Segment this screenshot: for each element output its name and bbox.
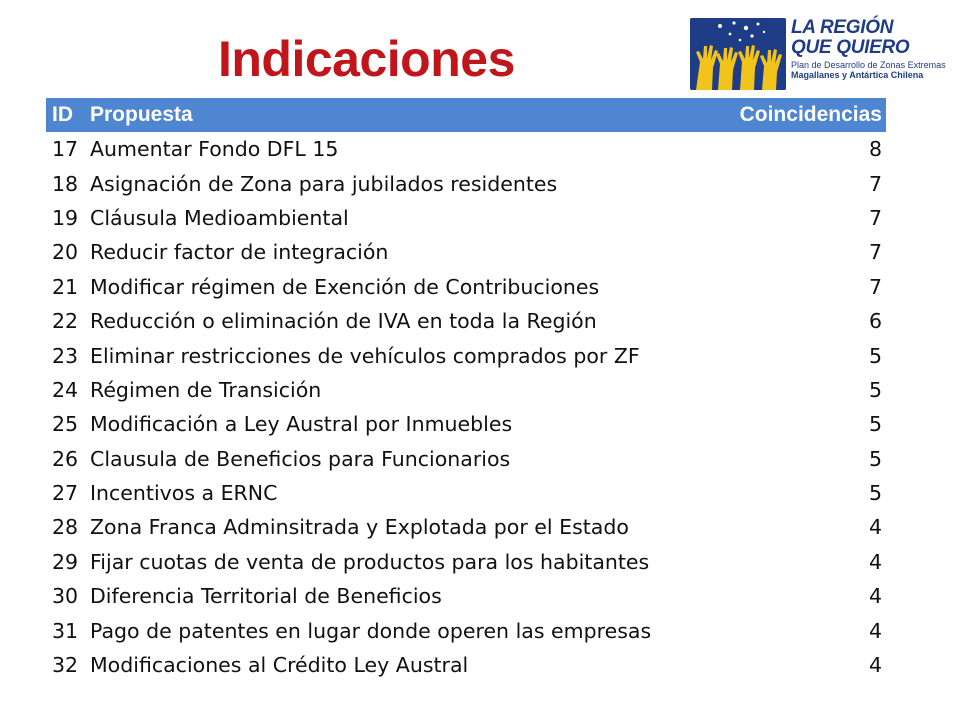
row-propuesta: Zona Franca Adminsitrada y Explotada por el Estado — [90, 515, 629, 540]
row-propuesta: Modificaciones al Crédito Ley Austral — [90, 653, 469, 678]
table-row — [46, 201, 886, 235]
row-id: 25 — [52, 412, 79, 437]
table-row — [46, 132, 886, 166]
table-row — [46, 270, 886, 304]
table-row — [46, 613, 886, 647]
row-id: 18 — [52, 171, 79, 196]
row-propuesta: Diferencia Territorial de Beneficios — [90, 584, 442, 609]
logo — [690, 17, 946, 92]
row-coincidencias: 7 — [868, 274, 882, 299]
header-coincidencias: Coincidencias — [719, 98, 886, 132]
row-coincidencias: 5 — [868, 481, 882, 506]
row-propuesta: Modificar régimen de Exención de Contribuciones — [90, 274, 600, 299]
header-id: ID — [46, 98, 86, 132]
row-coincidencias: 8 — [868, 137, 882, 162]
table-row — [46, 579, 886, 613]
row-id: 23 — [52, 343, 79, 368]
row-id: 21 — [52, 274, 79, 299]
table-row — [46, 407, 886, 441]
row-id: 27 — [52, 481, 79, 506]
row-propuesta: Fijar cuotas de venta de productos para los habitantes — [90, 549, 650, 574]
row-coincidencias: 6 — [868, 309, 882, 334]
row-coincidencias: 7 — [868, 205, 882, 230]
row-propuesta: Pago de patentes en lugar donde operen las empresas — [90, 618, 652, 643]
row-propuesta: Modificación a Ley Austral por Inmuebles — [90, 412, 513, 437]
table-row — [46, 338, 886, 372]
row-id: 20 — [52, 240, 79, 265]
logo-line-3: Plan de Desarrollo de Zonas Extremas — [791, 60, 946, 70]
row-propuesta: Eliminar restricciones de vehículos comprados por ZF — [90, 343, 640, 368]
row-propuesta: Incentivos a ERNC — [90, 481, 278, 506]
row-coincidencias: 4 — [868, 653, 882, 678]
row-propuesta: Régimen de Transición — [90, 377, 322, 402]
row-coincidencias: 4 — [868, 618, 882, 643]
row-propuesta: Asignación de Zona para jubilados residentes — [90, 171, 558, 196]
row-id: 17 — [52, 137, 79, 162]
row-coincidencias: 5 — [868, 412, 882, 437]
row-coincidencias: 4 — [868, 584, 882, 609]
row-coincidencias: 7 — [868, 171, 882, 196]
row-propuesta: Reducir factor de integración — [90, 240, 389, 265]
header-propuesta: Propuesta — [86, 98, 719, 132]
row-coincidencias: 4 — [868, 549, 882, 574]
row-coincidencias: 7 — [868, 240, 882, 265]
row-coincidencias: 5 — [868, 446, 882, 471]
logo-line-4: Magallanes y Antártica Chilena — [791, 70, 924, 80]
logo-line-1: LA REGIÓN — [791, 17, 894, 38]
table-body — [46, 132, 886, 682]
row-id: 22 — [52, 309, 79, 334]
row-propuesta: Cláusula Medioambiental — [90, 205, 349, 230]
hands-stars-logo-icon — [690, 18, 786, 90]
row-coincidencias: 4 — [868, 515, 882, 540]
table-row — [46, 166, 886, 200]
table-row — [46, 510, 886, 544]
table-row — [46, 648, 886, 682]
row-id: 26 — [52, 446, 79, 471]
table-row — [46, 235, 886, 269]
row-propuesta: Aumentar Fondo DFL 15 — [90, 137, 339, 162]
row-id: 30 — [52, 584, 79, 609]
table-row — [46, 476, 886, 510]
row-propuesta: Clausula de Beneficios para Funcionarios — [90, 446, 511, 471]
logo-line-2: QUE QUIERO — [791, 37, 910, 58]
row-id: 24 — [52, 377, 79, 402]
table-row — [46, 442, 886, 476]
row-id: 28 — [52, 515, 79, 540]
row-coincidencias: 5 — [868, 343, 882, 368]
table-row — [46, 304, 886, 338]
proposals-table — [46, 98, 886, 682]
row-id: 29 — [52, 549, 79, 574]
table-row — [46, 373, 886, 407]
row-coincidencias: 5 — [868, 377, 882, 402]
row-id: 32 — [52, 653, 79, 678]
table-header-row — [46, 98, 886, 132]
row-propuesta: Reducción o eliminación de IVA en toda la Región — [90, 309, 597, 334]
row-id: 19 — [52, 205, 79, 230]
page-title: Indicaciones — [218, 31, 515, 87]
row-id: 31 — [52, 618, 79, 643]
table-row — [46, 545, 886, 579]
